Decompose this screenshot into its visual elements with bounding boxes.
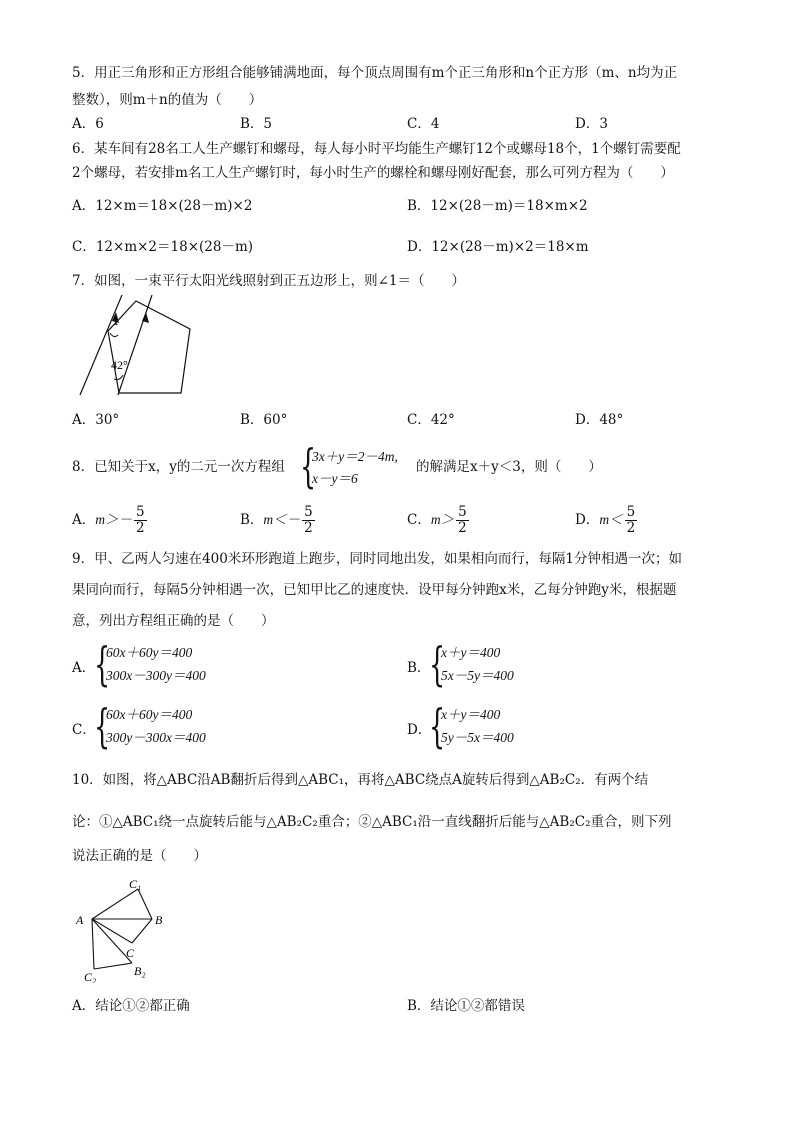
q9-option-b-eq1: x＋y＝400 [441,645,501,660]
q9-option-c[interactable] [72,699,272,753]
q6-option-a[interactable]: A．12×m＝18×(28－m)×2 [72,198,253,214]
regular-pentagon [108,301,190,393]
q8-option-a-fraction [134,505,147,536]
q8-option-a-label: A． [72,512,96,528]
q8-eq2: x－y＝6 [312,471,358,486]
segment-ac2 [92,919,94,969]
segment-cb [132,919,152,943]
q10-option-a[interactable]: A．结论①②都正确 [72,998,190,1014]
fraction-numerator: 5 [304,504,313,520]
q7-option-c[interactable]: C．42° [407,412,455,428]
q8-brace: { [300,439,317,493]
q8-option-d-rel: m＜ [599,512,623,527]
sunlight-ray-right [118,295,152,395]
q8-stem-suffix: 的解满足x＋y＜3，则（ ） [416,459,602,475]
q8-option-a[interactable] [72,505,149,536]
q9-stem-line2: 果同向而行，每隔5分钟相遇一次，已知甲比乙的速度快．设甲每分钟跑x米，乙每分钟跑y米，根据题 [72,582,677,598]
q9-option-d-eq1: x＋y＝400 [441,707,501,722]
q8-option-c-label: C． [407,512,431,528]
q10-stem-line1: 10．如图，将△ABC沿AB翻折后得到△ABC₁，再将△ABC绕点A旋转后得到△AB₂C₂．有两个结 [72,772,649,788]
q7-option-a[interactable]: A．30° [72,412,120,428]
q9-option-b-eq2: 5x－5y＝400 [441,668,514,683]
q7-stem: 7．如图，一束平行太阳光线照射到正五边形上，则∠1＝（ ） [72,273,465,289]
fraction-denominator: 2 [304,520,313,536]
q9-option-c-eq1: 60x＋60y＝400 [106,707,193,722]
q10-option-b[interactable]: B．结论①②都错误 [407,998,525,1014]
q6-stem-line2: 2个螺母，若安排m名工人生产螺钉时，每小时生产的螺栓和螺母刚好配套，那么可列方程为（ ） [72,165,674,181]
q6-option-d[interactable]: D．12×(28－m)×2＝18×m [407,239,589,255]
q5-option-a[interactable]: A．6 [72,116,104,132]
angle-1-arc [110,333,118,337]
q10-stem-line3: 说法正确的是（ ） [72,848,207,864]
q8-stem-prefix: 8．已知关于x，y的二元一次方程组 [72,459,285,475]
q8-eq1: 3x＋y＝2－4m, [312,449,398,464]
q9-option-d-label: D． [407,722,432,738]
segment-ac1 [92,889,138,919]
q5-option-d[interactable]: D．3 [575,116,608,132]
fraction-denominator: 2 [458,520,467,536]
q5-option-c[interactable]: C．4 [407,116,440,132]
q5-stem-line1: 5．用正三角形和正方形组合能够铺满地面，每个顶点周围有m个正三角形和n个正方形（m、n均为正 [72,65,678,81]
q9-option-a-eq1: 60x＋60y＝400 [106,645,193,660]
label-b2: B₂ [134,964,146,978]
q5-stem-line2: 整数），则m＋n的值为（ ） [72,92,263,108]
q9-option-b-label: B． [407,660,431,676]
q7-option-b[interactable]: B．60° [240,412,288,428]
q9-option-b-brace: { [429,637,446,691]
q9-stem-line1: 9．甲、乙两人匀速在400米环形跑道上跑步，同时同地出发，如果相向而行，每隔1分钟相遇一次；如 [72,551,682,567]
q6-stem-line1: 6．某车间有28名工人生产螺钉和螺母，每人每小时平均能生产螺钉12个或螺母18个，1个螺钉需要配 [72,141,681,157]
q9-option-c-eq2: 300y－300x＝400 [106,730,206,745]
q8-option-d[interactable] [575,505,639,536]
fraction-denominator: 2 [136,520,145,536]
q9-option-a-eq2: 300x－300y＝400 [106,668,206,683]
segment-c1b [138,889,152,919]
q8-option-c-rel: m＞ [430,512,455,527]
q6-option-b[interactable]: B．12×(28－m)＝18×m×2 [407,198,588,214]
q8-option-b-fraction [302,505,315,536]
segment-ac [92,919,132,943]
q9-option-c-brace: { [94,699,111,753]
fraction-numerator: 5 [626,504,636,520]
triangle-fold-rotate-figure [74,877,170,983]
label-c2: C₂ [84,970,97,983]
q5-option-b[interactable]: B．5 [240,116,273,132]
q8-option-a-rel: m＞－ [95,512,132,527]
q9-option-b[interactable] [407,637,607,691]
segment-c2b2 [94,963,132,969]
q9-stem-line3: 意，列出方程组正确的是（ ） [72,613,275,629]
q8-option-b-label: B． [240,512,264,528]
q9-option-a-brace: { [94,637,111,691]
q8-option-d-label: D． [575,512,600,528]
q9-option-d-brace: { [429,699,446,753]
fraction-numerator: 5 [458,504,467,520]
label-a: A [76,913,84,927]
q8-option-b-rel: m＜－ [263,512,301,527]
label-b: B [155,913,163,927]
label-c: C [126,946,135,960]
fraction-denominator: 2 [626,520,636,536]
sunlight-ray-left [80,295,122,395]
q8-option-b[interactable] [240,505,317,536]
q7-option-d[interactable]: D．48° [575,412,624,428]
q9-option-d-eq2: 5y－5x＝400 [441,730,514,745]
q9-option-a-label: A． [72,660,96,676]
q8-option-d-fraction [625,505,638,536]
q9-option-c-label: C． [72,722,96,738]
q6-option-c[interactable]: C．12×m×2＝18×(28－m) [72,239,254,255]
q8-option-c[interactable] [407,505,471,536]
q9-option-d[interactable] [407,699,607,753]
q8-equation-system [300,439,420,493]
label-c1: C₁ [129,877,142,891]
fraction-numerator: 5 [136,504,145,520]
angle-42-label: 42° [111,358,128,372]
pentagon-sunlight-figure [78,295,196,397]
angle-1-label: 1 [113,314,119,328]
q9-option-a[interactable] [72,637,272,691]
q10-stem-line2: 论：①△ABC₁绕一点旋转后能与△AB₂C₂重合；②△ABC₁沿一直线翻折后能与△AB₂C₂重合，则下列 [72,814,672,830]
q8-option-c-fraction [456,505,469,536]
